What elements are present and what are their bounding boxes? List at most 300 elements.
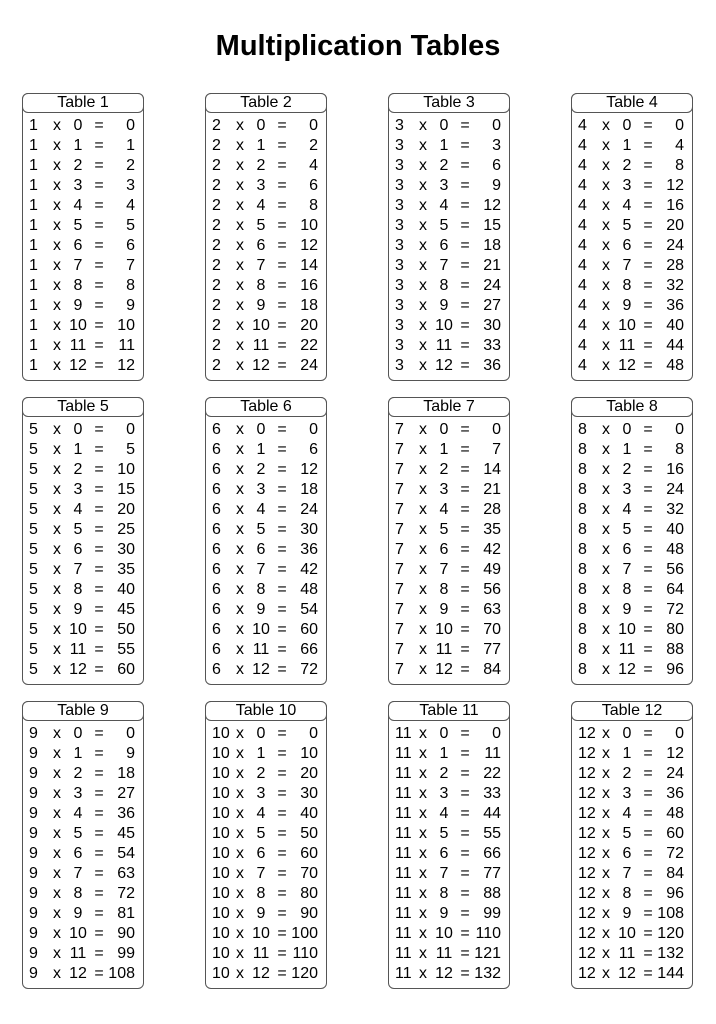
product: 7 — [492, 441, 501, 458]
multiplier: 11 — [69, 337, 87, 354]
multiplicand: 5 — [29, 601, 38, 618]
times-sign: x — [236, 137, 244, 154]
table-row — [206, 356, 326, 376]
multiplicand: 2 — [212, 257, 221, 274]
times-sign: x — [53, 177, 61, 194]
equals-sign: = — [643, 945, 653, 962]
table-row — [389, 116, 509, 136]
table-row — [389, 440, 509, 460]
table-row — [572, 256, 692, 276]
product: 48 — [666, 541, 684, 558]
multiplier: 6 — [622, 845, 632, 862]
multiplicand: 7 — [395, 561, 404, 578]
equals-sign: = — [643, 825, 653, 842]
product: 28 — [666, 257, 684, 274]
equals-sign: = — [94, 945, 104, 962]
multiplicand: 2 — [212, 197, 221, 214]
table-row — [389, 844, 509, 864]
table-row — [389, 620, 509, 640]
product: 36 — [666, 297, 684, 314]
table-row — [389, 520, 509, 540]
product: 90 — [117, 925, 135, 942]
product: 18 — [483, 237, 501, 254]
table-row — [206, 744, 326, 764]
multiplier: 7 — [73, 257, 83, 274]
table-row — [23, 964, 143, 984]
multiplier: 10 — [252, 621, 270, 638]
table-row — [23, 944, 143, 964]
multiplier: 0 — [622, 421, 632, 438]
multiplicand: 1 — [29, 237, 38, 254]
multiplier: 7 — [73, 865, 83, 882]
product: 4 — [126, 197, 135, 214]
table-row — [206, 236, 326, 256]
multiplier: 3 — [439, 177, 449, 194]
table-row — [572, 420, 692, 440]
table-row — [572, 964, 692, 984]
multiplier: 10 — [618, 317, 636, 334]
multiplicand: 3 — [395, 137, 404, 154]
multiplier: 5 — [622, 217, 632, 234]
multiplier: 0 — [622, 117, 632, 134]
times-sign: x — [53, 865, 61, 882]
table-row — [389, 236, 509, 256]
times-sign: x — [419, 217, 427, 234]
multiplier: 8 — [439, 581, 449, 598]
equals-sign: = — [643, 441, 653, 458]
product: 12 — [300, 461, 318, 478]
multiplicand: 3 — [395, 357, 404, 374]
table-row — [572, 176, 692, 196]
multiplier: 12 — [618, 661, 636, 678]
multiplier: 8 — [622, 581, 632, 598]
product: 30 — [300, 785, 318, 802]
times-sign: x — [602, 421, 610, 438]
product: 20 — [117, 501, 135, 518]
table-rows — [23, 420, 143, 680]
table-title: Table 4 — [571, 93, 693, 113]
table-row — [23, 276, 143, 296]
product: 99 — [117, 945, 135, 962]
equals-sign: = — [643, 865, 653, 882]
table-title: Table 8 — [571, 397, 693, 417]
table-row — [23, 316, 143, 336]
times-sign: x — [236, 481, 244, 498]
multiplier: 10 — [618, 925, 636, 942]
multiplier: 5 — [439, 217, 449, 234]
equals-sign: = — [277, 257, 287, 274]
table-row — [389, 216, 509, 236]
times-sign: x — [602, 197, 610, 214]
multiplier: 11 — [252, 337, 270, 354]
equals-sign: = — [94, 117, 104, 134]
table-title: Table 3 — [388, 93, 510, 113]
table-row — [23, 440, 143, 460]
product: 4 — [309, 157, 318, 174]
equals-sign: = — [277, 725, 287, 742]
table-row — [572, 784, 692, 804]
equals-sign: = — [460, 825, 470, 842]
multiplicand: 9 — [29, 825, 38, 842]
multiplier: 6 — [73, 845, 83, 862]
equals-sign: = — [277, 277, 287, 294]
multiplicand: 2 — [212, 117, 221, 134]
equals-sign: = — [94, 845, 104, 862]
multiplicand: 11 — [395, 765, 412, 782]
multiplier: 2 — [73, 461, 83, 478]
equals-sign: = — [277, 581, 287, 598]
table-row — [206, 480, 326, 500]
equals-sign: = — [277, 845, 287, 862]
multiplicand: 4 — [578, 337, 587, 354]
equals-sign: = — [94, 441, 104, 458]
equals-sign: = — [460, 905, 470, 922]
equals-sign: = — [460, 845, 470, 862]
table-row — [572, 216, 692, 236]
times-sign: x — [53, 905, 61, 922]
multiplicand: 12 — [578, 725, 596, 742]
table-row — [572, 944, 692, 964]
product: 3 — [126, 177, 135, 194]
times-sign: x — [236, 661, 244, 678]
table-row — [206, 580, 326, 600]
multiplier: 2 — [256, 461, 266, 478]
multiplier: 6 — [439, 845, 449, 862]
multiplier: 7 — [622, 561, 632, 578]
multiplier: 2 — [73, 157, 83, 174]
equals-sign: = — [460, 661, 470, 678]
table-row — [23, 540, 143, 560]
product: 24 — [300, 501, 318, 518]
product: 2 — [126, 157, 135, 174]
product: 1 — [126, 137, 135, 154]
table-row — [572, 440, 692, 460]
multiplier: 6 — [256, 845, 266, 862]
multiplier: 1 — [439, 745, 449, 762]
product: 99 — [483, 905, 501, 922]
table-row — [572, 744, 692, 764]
multiplicand: 6 — [212, 561, 221, 578]
multiplicand: 2 — [212, 177, 221, 194]
times-sign: x — [53, 661, 61, 678]
product: 66 — [300, 641, 318, 658]
product: 56 — [666, 561, 684, 578]
equals-sign: = — [460, 317, 470, 334]
equals-sign: = — [277, 601, 287, 618]
multiplier: 1 — [73, 137, 83, 154]
equals-sign: = — [94, 461, 104, 478]
times-sign: x — [419, 765, 427, 782]
table-row — [23, 420, 143, 440]
equals-sign: = — [643, 197, 653, 214]
multiplicand: 1 — [29, 337, 38, 354]
times-sign: x — [53, 157, 61, 174]
table-card — [205, 701, 327, 989]
times-sign: x — [419, 745, 427, 762]
product: 120 — [291, 965, 318, 982]
product: 49 — [483, 561, 501, 578]
product: 48 — [300, 581, 318, 598]
table-row — [389, 724, 509, 744]
multiplier: 12 — [435, 357, 453, 374]
product: 20 — [300, 317, 318, 334]
times-sign: x — [236, 725, 244, 742]
product: 14 — [483, 461, 501, 478]
times-sign: x — [602, 641, 610, 658]
equals-sign: = — [460, 197, 470, 214]
equals-sign: = — [643, 965, 653, 982]
table-row — [206, 256, 326, 276]
times-sign: x — [419, 561, 427, 578]
multiplier: 11 — [435, 945, 453, 962]
table-row — [206, 440, 326, 460]
multiplicand: 7 — [395, 461, 404, 478]
equals-sign: = — [460, 481, 470, 498]
multiplicand: 12 — [578, 965, 596, 982]
times-sign: x — [53, 501, 61, 518]
multiplicand: 2 — [212, 137, 221, 154]
product: 110 — [475, 925, 501, 942]
product: 0 — [309, 421, 318, 438]
multiplicand: 6 — [212, 481, 221, 498]
equals-sign: = — [460, 725, 470, 742]
table-row — [389, 904, 509, 924]
multiplier: 2 — [256, 157, 266, 174]
table-row — [572, 136, 692, 156]
equals-sign: = — [277, 177, 287, 194]
product: 72 — [117, 885, 135, 902]
times-sign: x — [53, 925, 61, 942]
times-sign: x — [236, 217, 244, 234]
multiplicand: 8 — [578, 481, 587, 498]
product: 70 — [300, 865, 318, 882]
multiplicand: 7 — [395, 521, 404, 538]
product: 108 — [657, 905, 684, 922]
multiplicand: 12 — [578, 865, 596, 882]
equals-sign: = — [277, 641, 287, 658]
times-sign: x — [236, 541, 244, 558]
table-title: Table 10 — [205, 701, 327, 721]
times-sign: x — [419, 277, 427, 294]
multiplicand: 7 — [395, 601, 404, 618]
multiplier: 11 — [435, 337, 453, 354]
multiplicand: 9 — [29, 845, 38, 862]
table-row — [389, 176, 509, 196]
table-row — [389, 460, 509, 480]
times-sign: x — [53, 337, 61, 354]
product: 40 — [666, 521, 684, 538]
equals-sign: = — [94, 745, 104, 762]
times-sign: x — [419, 501, 427, 518]
multiplier: 9 — [73, 601, 83, 618]
times-sign: x — [602, 845, 610, 862]
equals-sign: = — [643, 481, 653, 498]
table-row — [23, 500, 143, 520]
multiplier: 1 — [73, 745, 83, 762]
table-row — [206, 156, 326, 176]
table-row — [206, 276, 326, 296]
multiplier: 4 — [622, 805, 632, 822]
times-sign: x — [419, 805, 427, 822]
multiplier: 9 — [256, 601, 266, 618]
product: 24 — [300, 357, 318, 374]
equals-sign: = — [94, 641, 104, 658]
multiplier: 2 — [622, 461, 632, 478]
product: 108 — [108, 965, 135, 982]
equals-sign: = — [643, 925, 653, 942]
product: 8 — [675, 157, 684, 174]
product: 21 — [483, 481, 501, 498]
table-row — [23, 480, 143, 500]
multiplier: 10 — [435, 317, 453, 334]
product: 8 — [675, 441, 684, 458]
table-row — [572, 156, 692, 176]
product: 12 — [483, 197, 501, 214]
product: 10 — [300, 745, 318, 762]
product: 36 — [483, 357, 501, 374]
times-sign: x — [236, 257, 244, 274]
table-row — [206, 884, 326, 904]
multiplicand: 10 — [212, 925, 230, 942]
times-sign: x — [53, 237, 61, 254]
equals-sign: = — [460, 461, 470, 478]
multiplier: 7 — [256, 561, 266, 578]
table-row — [23, 844, 143, 864]
times-sign: x — [236, 865, 244, 882]
equals-sign: = — [643, 905, 653, 922]
times-sign: x — [419, 117, 427, 134]
multiplicand: 5 — [29, 661, 38, 678]
product: 8 — [126, 277, 135, 294]
times-sign: x — [236, 925, 244, 942]
equals-sign: = — [460, 581, 470, 598]
equals-sign: = — [94, 925, 104, 942]
table-row — [389, 336, 509, 356]
times-sign: x — [419, 581, 427, 598]
times-sign: x — [53, 601, 61, 618]
equals-sign: = — [94, 965, 104, 982]
product: 33 — [483, 337, 501, 354]
table-row — [572, 884, 692, 904]
times-sign: x — [236, 825, 244, 842]
multiplier: 2 — [73, 765, 83, 782]
equals-sign: = — [643, 661, 653, 678]
table-row — [206, 540, 326, 560]
multiplier: 5 — [439, 825, 449, 842]
table-row — [389, 864, 509, 884]
multiplicand: 5 — [29, 441, 38, 458]
product: 40 — [300, 805, 318, 822]
table-row — [206, 116, 326, 136]
multiplier: 9 — [622, 297, 632, 314]
multiplicand: 7 — [395, 441, 404, 458]
times-sign: x — [602, 257, 610, 274]
multiplier: 4 — [73, 805, 83, 822]
table-row — [23, 884, 143, 904]
times-sign: x — [419, 157, 427, 174]
times-sign: x — [602, 461, 610, 478]
equals-sign: = — [460, 865, 470, 882]
product: 20 — [666, 217, 684, 234]
multiplicand: 4 — [578, 217, 587, 234]
product: 132 — [474, 965, 501, 982]
product: 36 — [117, 805, 135, 822]
multiplier: 8 — [622, 885, 632, 902]
times-sign: x — [602, 481, 610, 498]
table-row — [206, 520, 326, 540]
multiplier: 0 — [73, 421, 83, 438]
multiplier: 4 — [439, 805, 449, 822]
times-sign: x — [236, 461, 244, 478]
times-sign: x — [419, 237, 427, 254]
multiplicand: 4 — [578, 257, 587, 274]
table-row — [23, 256, 143, 276]
table-title: Table 12 — [571, 701, 693, 721]
equals-sign: = — [94, 257, 104, 274]
multiplier: 9 — [256, 297, 266, 314]
table-row — [206, 764, 326, 784]
table-row — [389, 784, 509, 804]
equals-sign: = — [277, 197, 287, 214]
table-row — [389, 924, 509, 944]
multiplicand: 5 — [29, 421, 38, 438]
table-row — [206, 460, 326, 480]
multiplicand: 5 — [29, 481, 38, 498]
product: 3 — [492, 137, 501, 154]
table-row — [572, 824, 692, 844]
equals-sign: = — [277, 217, 287, 234]
equals-sign: = — [460, 501, 470, 518]
product: 50 — [300, 825, 318, 842]
multiplier: 8 — [622, 277, 632, 294]
times-sign: x — [53, 885, 61, 902]
multiplier: 3 — [622, 481, 632, 498]
multiplier: 1 — [439, 137, 449, 154]
product: 30 — [117, 541, 135, 558]
times-sign: x — [53, 297, 61, 314]
multiplier: 0 — [439, 725, 449, 742]
times-sign: x — [236, 197, 244, 214]
multiplier: 7 — [622, 865, 632, 882]
equals-sign: = — [277, 865, 287, 882]
equals-sign: = — [643, 785, 653, 802]
multiplicand: 9 — [29, 925, 38, 942]
multiplicand: 11 — [395, 785, 412, 802]
table-row — [206, 336, 326, 356]
multiplicand: 10 — [212, 965, 230, 982]
multiplicand: 8 — [578, 641, 587, 658]
product: 54 — [117, 845, 135, 862]
multiplicand: 3 — [395, 177, 404, 194]
product: 80 — [666, 621, 684, 638]
multiplier: 6 — [73, 237, 83, 254]
multiplicand: 12 — [578, 825, 596, 842]
multiplier: 2 — [622, 157, 632, 174]
times-sign: x — [419, 925, 427, 942]
multiplier: 3 — [622, 177, 632, 194]
times-sign: x — [236, 581, 244, 598]
equals-sign: = — [460, 237, 470, 254]
table-title: Table 7 — [388, 397, 510, 417]
product: 0 — [126, 117, 135, 134]
times-sign: x — [236, 745, 244, 762]
equals-sign: = — [643, 317, 653, 334]
times-sign: x — [53, 421, 61, 438]
equals-sign: = — [94, 765, 104, 782]
times-sign: x — [236, 845, 244, 862]
equals-sign: = — [94, 541, 104, 558]
table-row — [206, 944, 326, 964]
